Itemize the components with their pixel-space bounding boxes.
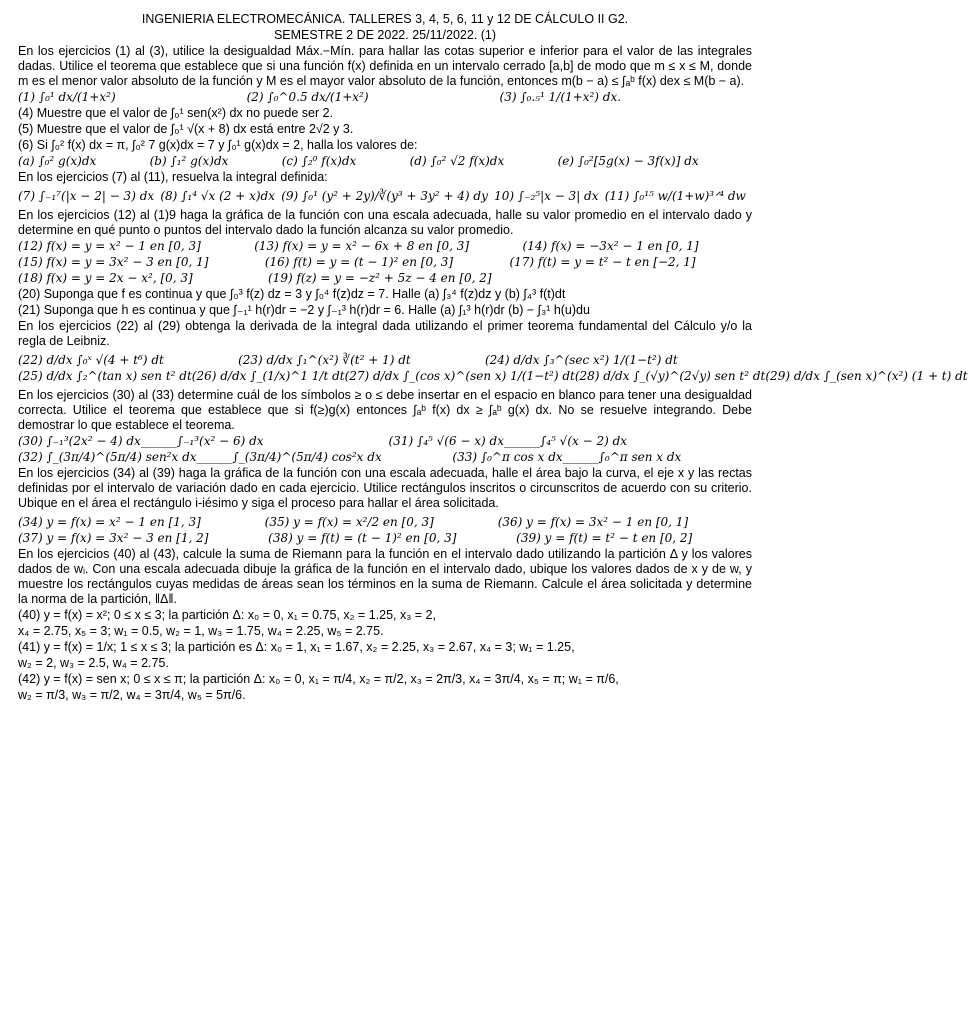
exercise-10: 10) ∫₋₂⁵|x − 3| dx [494, 189, 599, 204]
exercises-22-24 [18, 353, 752, 368]
exercise-38: (38) y = f(t) = (t − 1)² en [0, 3] [268, 531, 457, 546]
exercise-6b: (b) ∫₁² g(x)dx [149, 154, 229, 169]
instructions-30-33: En los ejercicios (30) al (33) determine cuál de los símbolos ≥ o ≤ debe insertar en el espacio en blanco para tener una desigualdad correcta. Utilice el teorema que establece que si f(≥)g(x) entonces ∫ₐᵇ f(x) dx ≥ ∫ₐᵇ g(x) dx. No se resuelve integrando. Debe demostrar lo que establece el teorema. [18, 388, 752, 433]
exercise-39: (39) y = f(t) = t² − t en [0, 2] [516, 531, 693, 546]
exercise-12: (12) f(x) = y = x² − 1 en [0, 3] [18, 239, 201, 254]
exercise-1: (1) ∫₀¹ dx/(1+x²) [18, 90, 116, 105]
instructions-40-43: En los ejercicios (40) al (43), calcule la suma de Riemann para la función en el intervalo dado utilizando la partición Δ y los valores dados de wᵢ. Con una escala adecuada dibuje la gráfica de la función en el intervalo dado, ubique los valores dados de x y de w, y muestre los rectángulos cuyas medidas de áreas sean los términos en la suma de Riemann. Calcule el área solicitada y determine la norma de la partición, ‖Δ‖. [18, 547, 752, 607]
exercise-15: (15) f(x) = y = 3x² − 3 en [0, 1] [18, 255, 209, 270]
exercises-25-29 [18, 369, 968, 384]
exercises-32-33 [18, 450, 752, 465]
exercise-3: (3) ∫₀.₅¹ 1/(1+x²) dx. [499, 90, 622, 105]
exercise-17: (17) f(t) = y = t² − t en [−2, 1] [509, 255, 696, 270]
exercises-18-19 [18, 271, 752, 286]
exercise-42-line-1: (42) y = f(x) = sen x; 0 ≤ x ≤ π; la partición Δ: x₀ = 0, x₁ = π/4, x₂ = π/2, x₃ = 2π/3, x₄ = 3π/4, x₅ = π; w₁ = π/6, [18, 672, 619, 687]
exercise-31: (31) ∫₄⁵ √(6 − x) dx______∫₄⁵ √(x − 2) dx [388, 434, 628, 449]
exercise-7: (7) ∫₋₁⁷(|x − 2| − 3) dx [18, 189, 155, 204]
exercise-16: (16) f(t) = y = (t − 1)² en [0, 3] [264, 255, 454, 270]
exercise-34: (34) y = f(x) = x² − 1 en [1, 3] [18, 515, 201, 530]
instructions-12-19: En los ejercicios (12) al (1)9 haga la gráfica de la función con una escala adecuada, halle su valor promedio en el intervalo dado y determine en qué punto o puntos del intervalo dado la función alcanza su valor promedio. [18, 208, 752, 238]
exercises-12-14 [18, 239, 752, 254]
exercise-6c: (c) ∫₂⁰ f(x)dx [281, 154, 357, 169]
exercise-36: (36) y = f(x) = 3x² − 1 en [0, 1] [497, 515, 689, 530]
exercises-1-3 [18, 90, 752, 105]
exercise-22: (22) d/dx ∫₀ˣ √(4 + t⁶) dt [18, 353, 164, 368]
exercise-8: (8) ∫₁⁴ √x (2 + x)dx [160, 189, 275, 204]
exercise-33: (33) ∫₀^π cos x dx______∫₀^π sen x dx [452, 450, 682, 465]
exercises-34-36 [18, 515, 752, 530]
instructions-1-3: En los ejercicios (1) al (3), utilice la desigualdad Máx.−Mín. para hallar las cotas superior e inferior para el valor de las integrales dadas. Utilice el teorema que establece que si una función f(x) definida en un intervalo cerrado [a,b] de modo que m ≤ x ≤ M, donde m es el menor valor absoluto de la función y M es el mayor valor absoluto de la función, entonces m(b − a) ≤ ∫ₐᵇ f(x) dex ≤ M(b − a). [18, 44, 752, 89]
header-title-line-2: SEMESTRE 2 DE 2022. 25/11/2022. (1) [273, 27, 497, 42]
exercise-14: (14) f(x) = −3x² − 1 en [0, 1] [522, 239, 699, 254]
exercises-7-11 [18, 189, 752, 204]
exercise-19: (19) f(z) = y = −z² + 5z − 4 en [0, 2] [268, 271, 492, 286]
exercise-4: (4) Muestre que el valor de ∫₀¹ sen(x²) dx no puede ser 2. [18, 106, 334, 121]
exercise-25: (25) d/dx ∫₂^(tan x) sen t² dt [18, 369, 192, 384]
exercise-2: (2) ∫₀^0.5 dx/(1+x²) [246, 90, 369, 105]
exercise-41-line-2: w₂ = 2, w₃ = 2.5, w₄ = 2.75. [18, 656, 169, 671]
exercise-13: (13) f(x) = y = x² − 6x + 8 en [0, 3] [254, 239, 470, 254]
exercise-5: (5) Muestre que el valor de ∫₀¹ √(x + 8) dx está entre 2√2 y 3. [18, 122, 354, 137]
exercise-27: (27) d/dx ∫_(cos x)^(sen x) 1/(1−t²) dt [344, 369, 575, 384]
exercise-29: (29) d/dx ∫_(sen x)^(x²) (1 + t) dt [765, 369, 968, 384]
exercise-32: (32) ∫_(3π/4)^(5π/4) sen²x dx______∫_(3π/4)^(5π/4) cos²x dx [18, 450, 382, 465]
exercise-35: (35) y = f(x) = x²/2 en [0, 3] [264, 515, 434, 530]
exercises-30-31 [18, 434, 752, 449]
exercise-6e: (e) ∫₀²[5g(x) − 3f(x)] dx [557, 154, 699, 169]
instructions-22-29: En los ejercicios (22) al (29) obtenga la derivada de la integral dada utilizando el primer teorema fundamental del Cálculo y/o la regla de Leibniz. [18, 319, 752, 349]
worksheet-page [18, 12, 968, 1020]
instructions-7-11: En los ejercicios (7) al (11), resuelva la integral definida: [18, 170, 328, 185]
header-title-line-1: INGENIERIA ELECTROMECÁNICA. TALLERES 3, 4, 5, 6, 11 y 12 DE CÁLCULO II G2. [141, 12, 629, 26]
exercise-9: (9) ∫₀¹ (y² + 2y)/∛(y³ + 3y² + 4) dy [281, 189, 488, 204]
exercises-37-39 [18, 531, 752, 546]
exercise-42-line-2: w₂ = π/3, w₃ = π/2, w₄ = 3π/4, w₅ = 5π/6. [18, 688, 246, 703]
exercise-28: (28) d/dx ∫_(√y)^(2√y) sen t² dt [574, 369, 766, 384]
exercises-15-17 [18, 255, 752, 270]
exercise-24: (24) d/dx ∫₃^(sec x²) 1/(1−t²) dt [484, 353, 678, 368]
exercise-40-line-1: (40) y = f(x) = x²; 0 ≤ x ≤ 3; la partición Δ: x₀ = 0, x₁ = 0.75, x₂ = 1.25, x₃ = 2, [18, 608, 436, 623]
exercise-26: (26) d/dx ∫_(1/x)^1 1/t dt [191, 369, 345, 384]
exercise-30: (30) ∫₋₁³(2x² − 4) dx______∫₋₁³(x² − 6) dx [18, 434, 264, 449]
instructions-34-39: En los ejercicios (34) al (39) haga la gráfica de la función con una escala adecuada, halle el área bajo la curva, el eje x y las rectas definidas por el intervalo de variación dado en cada ejercicio. Utilice rectángulos inscritos o circunscritos de acuerdo con su criterio. Ubique en el área el rectángulo i-iésimo y siga el proceso para hallar el área solicitada. [18, 466, 752, 511]
exercise-21: (21) Suponga que h es continua y que ∫₋₁¹ h(r)dr = −2 y ∫₋₁³ h(r)dr = 6. Halle (a) ∫₁³ h(r)dr (b) − ∫₃¹ h(u)du [18, 303, 590, 318]
exercise-6d: (d) ∫₀² √2 f(x)dx [409, 154, 505, 169]
exercise-40-line-2: x₄ = 2.75, x₅ = 3; w₁ = 0.5, w₂ = 1, w₃ = 1.75, w₄ = 2.25, w₅ = 2.75. [18, 624, 384, 639]
exercise-6a: (a) ∫₀² g(x)dx [18, 154, 97, 169]
exercise-11: (11) ∫₀¹⁵ w/(1+w)³ᐟ⁴ dw [604, 189, 746, 204]
exercise-37: (37) y = f(x) = 3x² − 3 en [1, 2] [18, 531, 209, 546]
exercise-41-line-1: (41) y = f(x) = 1/x; 1 ≤ x ≤ 3; la partición es Δ: x₀ = 1, x₁ = 1.67, x₂ = 2.25, x₃ = 2.67, x₄ = 3; w₁ = 1.25, [18, 640, 575, 655]
exercise-6-parts [18, 154, 752, 169]
exercise-23: (23) d/dx ∫₁^(x²) ∛(t² + 1) dt [238, 353, 411, 368]
exercise-20: (20) Suponga que f es continua y que ∫₀³ f(z) dz = 3 y ∫₀⁴ f(z)dz = 7. Halle (a) ∫₃⁴ f(z)dz y (b) ∫₄³ f(t)dt [18, 287, 566, 302]
exercise-6: (6) Si ∫₀² f(x) dx = π, ∫₀² 7 g(x)dx = 7 y ∫₀¹ g(x)dx = 2, halla los valores de: [18, 138, 418, 153]
exercise-18: (18) f(x) = y = 2x − x², [0, 3] [18, 271, 193, 286]
